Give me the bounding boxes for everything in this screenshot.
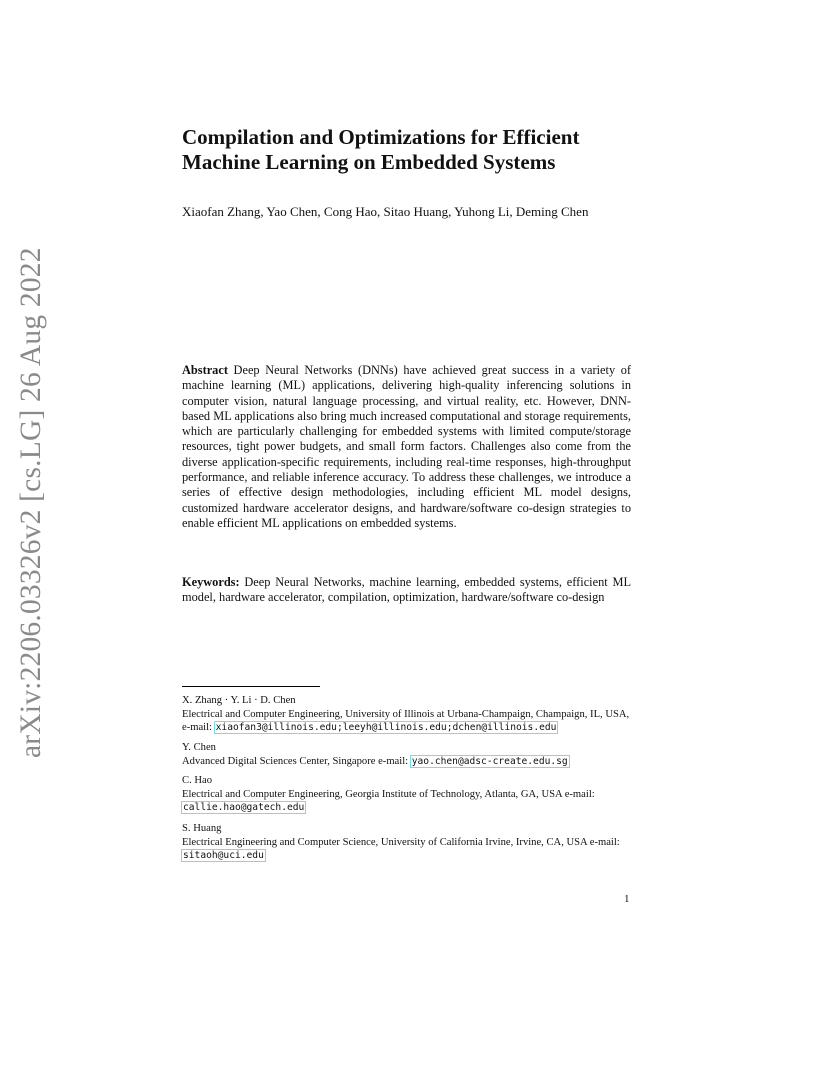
affiliation-address: Electrical and Computer Engineering, University of Illinois at Urbana-Champaign, Champaign, IL, USA, e-mail: (182, 708, 630, 733)
keywords-text: Deep Neural Networks, machine learning, embedded systems, efficient ML model, hardware accelerator, compilation, optimization, hardware/software co-design (182, 575, 631, 605)
author-list: Xiaofan Zhang, Yao Chen, Cong Hao, Sitao Huang, Yuhong Li, Deming Chen (182, 204, 589, 219)
abstract (182, 363, 631, 531)
email-link[interactable]: yao.chen@adsc-create.edu.sg (411, 755, 568, 767)
abstract-text: Deep Neural Networks (DNNs) have achieved great success in a variety of machine learning (ML) applications, delivering high-quality inferencing solutions in computer vision, natural language processing, and virtual reality, etc. However, DNN-based ML applications also bring much increased computational and storage requirements, which are particularly challenging for embedded systems with limited compute/storage resources, tight power budgets, and small form factors. Challenges also come from the diverse application-specific requirements, including real-time responses, high-throughput performance, and reliable inference accuracy. To address these challenges, we introduce a series of effective design methodologies, including efficient ML model designs, customized hardware accelerator designs, and hardware/software co-design strategies to enable efficient ML applications on embedded systems. (182, 363, 631, 530)
keywords (182, 575, 631, 606)
affiliation-names: C. Hao (182, 775, 213, 786)
affiliation-address: Advanced Digital Sciences Center, Singapore e-mail: (182, 755, 411, 767)
email-link[interactable]: xiaofan3@illinois.edu;leeyh@illinois.edu;dchen@illinois.edu (215, 722, 557, 733)
affiliation-names: X. Zhang · Y. Li · D. Chen (182, 695, 296, 706)
affiliation-names: S. Huang (182, 823, 222, 834)
affiliation-names: Y. Chen (182, 742, 216, 753)
title-line-2: Machine Learning on Embedded Systems (182, 150, 556, 174)
page-number: 1 (624, 893, 630, 905)
paper-title (182, 125, 682, 175)
affiliation-address: Electrical Engineering and Computer Science, University of California Irvine, Irvine, CA, USA e-mail: (182, 836, 620, 848)
affiliation-hao (182, 774, 631, 815)
footnote-divider (182, 686, 320, 687)
title-line-1: Compilation and Optimizations for Efficient (182, 125, 580, 149)
email-link[interactable]: sitaoh@uci.edu (183, 850, 264, 861)
email-link[interactable]: callie.hao@gatech.edu (183, 802, 305, 813)
affiliation-huang (182, 822, 631, 863)
affiliation-address: Electrical and Computer Engineering, Georgia Institute of Technology, Atlanta, GA, USA e-mail: (182, 788, 595, 800)
abstract-label: Abstract (182, 363, 228, 377)
affiliation-zhang-li-chen (182, 694, 631, 735)
arxiv-stamp: arXiv:2206.03326v2 [cs.LG] 26 Aug 2022 (15, 247, 47, 758)
affiliation-chen (182, 741, 631, 768)
keywords-label: Keywords: (182, 575, 240, 589)
